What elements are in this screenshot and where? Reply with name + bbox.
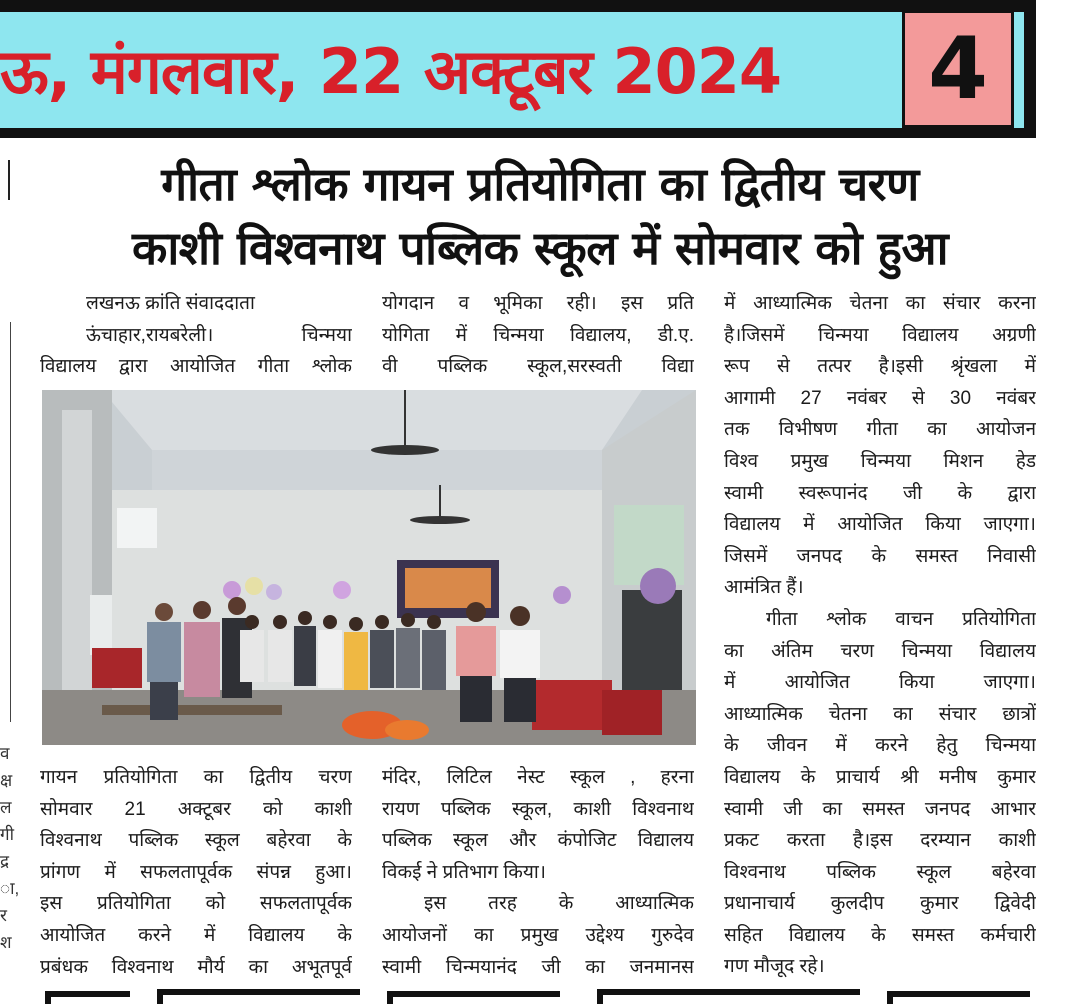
left-fragment: श (0, 933, 12, 952)
text-line: इस प्रतियोगिता को सफलतापूर्वक (40, 893, 352, 915)
text-line: योगदान व भूमिका रही। इस प्रति (382, 293, 694, 314)
text-line: में आयोजित किया जाएगा। (724, 672, 1036, 694)
left-fragment: र (0, 906, 7, 925)
left-fragment: ल (0, 798, 12, 817)
left-column-rule-top (8, 160, 10, 200)
text-line: विश्व प्रमुख चिन्मया मिशन हेड (724, 450, 1036, 472)
text-line: विद्यालय के प्राचार्य श्री मनीष कुमार (724, 766, 1036, 788)
article-col1-bottom (40, 762, 352, 983)
text-line: स्वामी चिन्मयानंद जी का जनमानस (382, 956, 694, 978)
event-photo (42, 390, 696, 745)
article-col3 (724, 288, 1036, 983)
left-fragment: व (0, 744, 10, 763)
text-line: आयोजनों का प्रमुख उद्देश्य गुरुदेव (382, 924, 694, 946)
next-headline-cut (40, 986, 1040, 1005)
text-line: तक विभीषण गीता का आयोजन (724, 419, 1036, 441)
text-line: विश्वनाथ पब्लिक स्कूल बहेरवा (724, 861, 1036, 883)
text-line: ऊंचाहार,रायबरेली। चिन्मया (86, 324, 352, 346)
text-line: प्रबंधक विश्वनाथ मौर्य का अभूतपूर्व (40, 956, 352, 978)
text-line: गायन प्रतियोगिता का द्वितीय चरण (40, 767, 352, 788)
masthead-date: ऊ, मंगलवार, 22 अक्टूबर 2024 (0, 35, 782, 108)
text-line: रूप से तत्पर है।इसी श्रृंखला में (724, 356, 1036, 378)
text-line: का अंतिम चरण चिन्मया विद्यालय (724, 640, 1036, 662)
text-line: विश्वनाथ पब्लिक स्कूल बहेरवा के (40, 830, 352, 852)
article-col1-top (40, 288, 352, 383)
text-line: में आध्यात्मिक चेतना का संचार करना (724, 293, 1036, 314)
text-line: सोमवार 21 अक्टूबर को काशी (40, 798, 352, 820)
text-line: आगामी 27 नवंबर से 30 नवंबर (724, 387, 1036, 409)
text-line: गण मौजूद रहे। (724, 956, 825, 978)
text-line: लखनऊ क्रांति संवाददाता (86, 293, 255, 314)
text-line: विकई ने प्रतिभाग किया। (382, 861, 546, 883)
text-line: सहित विद्यालय के समस्त कर्मचारी (724, 924, 1036, 946)
text-line: विद्यालय में आयोजित किया जाएगा। (724, 514, 1036, 536)
page-number-box: 4 (902, 10, 1014, 128)
text-line: आध्यात्मिक चेतना का संचार छात्रों (724, 703, 1036, 725)
left-fragment: क्ष (0, 771, 13, 790)
text-line: प्रधानाचार्य कुलदीप कुमार द्विवेदी (724, 893, 1036, 915)
text-line: वी पब्लिक स्कूल,सरस्वती विद्या (382, 356, 694, 378)
left-column-fragments (0, 740, 20, 956)
text-line: स्वामी स्वरूपानंद जी के द्वारा (724, 482, 1036, 504)
article-col2-bottom (382, 762, 694, 983)
text-line: स्वामी जी का समस्त जनपद आभार (724, 798, 1036, 820)
article-col2-top (382, 288, 694, 383)
text-line: योगिता में चिन्मया विद्यालय, डी.ए. (382, 324, 694, 346)
text-line: प्रकट करता है।इस दरम्यान काशी (724, 830, 1036, 852)
text-line: मंदिर, लिटिल नेस्ट स्कूल , हरना (382, 767, 694, 788)
text-line: है।जिसमें चिन्मया विद्यालय अग्रणी (724, 324, 1036, 346)
text-line: प्रांगण में सफलतापूर्वक संपन्न हुआ। (40, 861, 352, 883)
left-fragment: गी (0, 825, 14, 844)
text-line: विद्यालय द्वारा आयोजित गीता श्लोक (40, 356, 352, 378)
text-line: जिसमें जनपद के समस्त निवासी (724, 545, 1036, 567)
text-line: के जीवन में करने हेतु चिन्मया (724, 735, 1036, 757)
text-line: इस तरह के आध्यात्मिक (424, 893, 694, 915)
text-line: आयोजित करने में विद्यालय के (40, 924, 352, 946)
headline-line-1: गीता श्लोक गायन प्रतियोगिता का द्वितीय चरण (161, 157, 919, 211)
left-fragment: द्र (0, 852, 10, 871)
text-line: आमंत्रित हैं। (724, 577, 804, 599)
text-line: रायण पब्लिक स्कूल, काशी विश्वनाथ (382, 798, 694, 820)
text-line: पब्लिक स्कूल और कंपोजिट विद्यालय (382, 830, 694, 852)
headline-line-2: काशी विश्वनाथ पब्लिक स्कूल में सोमवार को हुआ (132, 221, 948, 275)
left-fragment: ा, (0, 879, 20, 898)
left-column-rule (10, 322, 11, 722)
text-line: गीता श्लोक वाचन प्रतियोगिता (766, 608, 1036, 630)
